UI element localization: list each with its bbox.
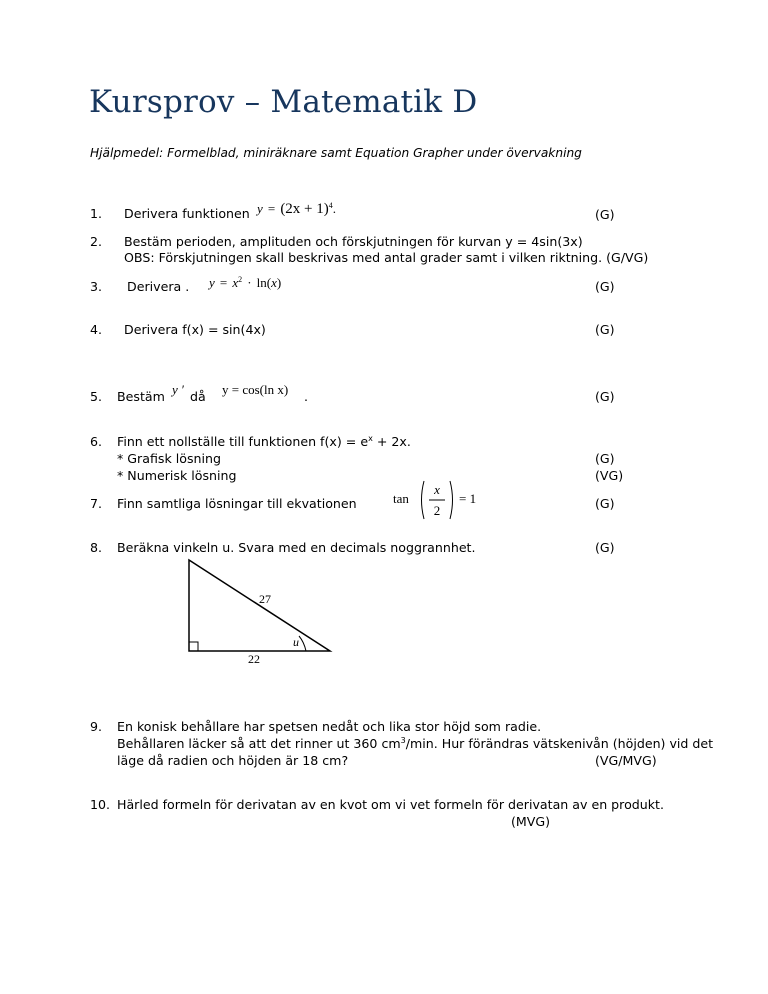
base-label: 22 — [248, 652, 260, 666]
question-number: 4. — [90, 322, 103, 337]
question-text: Derivera funktionen — [124, 206, 250, 221]
question-text-line2: Behållaren läcker så att det rinner ut 360 $cm^3/\min$. Hur förändras vätskenivån (höjden) vid det — [117, 736, 714, 751]
right-angle-marker — [189, 642, 198, 651]
grade-label: (G) — [595, 389, 615, 404]
grade-label: (VG) — [595, 468, 624, 483]
fraction-denominator: 2 — [433, 503, 441, 518]
question-text: Beräkna vinkeln u. Svara med en decimals noggrannhet. — [117, 540, 476, 555]
grade-label: (G) — [595, 279, 615, 294]
tan-function: tan — [393, 491, 409, 506]
formula: $y = x^2 \cdot \ln(x)$ — [209, 275, 282, 290]
formula: $y = (2x + 1)^4$. — [257, 201, 337, 217]
question-text: Derivera f(x) = sin(4x) — [124, 322, 266, 337]
question-text-line1: Bestäm perioden, amplituden och förskjutningen för kurvan y = 4sin(3x) — [124, 234, 583, 249]
right-triangle-figure — [180, 555, 340, 670]
question-number: 6. — [90, 434, 103, 449]
angle-label: u — [293, 635, 299, 649]
sub-item-graphic: * Grafisk lösning — [117, 451, 221, 466]
grade-label: (G) — [595, 451, 615, 466]
formula: y = cos(ln x) — [222, 382, 289, 397]
question-text-line3: läge då radien och höjden är 18 cm? — [117, 753, 349, 768]
fraction-numerator: x — [434, 482, 440, 497]
question-number: 9. — [90, 719, 103, 734]
angle-arc — [299, 636, 306, 651]
grade-label: (G) — [595, 496, 615, 511]
question-number: 7. — [90, 496, 103, 511]
subtitle: Hjälpmedel: Formelblad, miniräknare samt Equation Grapher under övervakning — [90, 146, 582, 160]
hypotenuse-label: 27 — [259, 592, 271, 606]
question-number: 5. — [90, 389, 103, 404]
sub-item-numeric: * Numerisk lösning — [117, 468, 237, 483]
question-number: 2. — [90, 234, 103, 249]
grade-label: (G) — [595, 322, 615, 337]
question-text: Finn samtliga lösningar till ekvationen — [117, 496, 357, 511]
grade-label: (MVG) — [511, 814, 551, 829]
grade-label: (G) — [595, 540, 615, 555]
grade-label: (G) — [595, 207, 615, 222]
question-text: Finn ett nollställe till funktionen $f(x) = e^x + 2x$. — [117, 434, 411, 449]
question-text-mid: då — [190, 389, 206, 404]
grade-label: (VG/MVG) — [595, 753, 657, 768]
question-number: 10. — [90, 797, 111, 812]
equation-rhs: = 1 — [459, 491, 477, 506]
question-number: 8. — [90, 540, 103, 555]
question-number: 1. — [90, 206, 103, 221]
tan-fraction — [417, 478, 457, 522]
question-text-line1: Härled formeln för derivatan av en kvot om vi vet formeln för derivatan av en produkt. — [117, 797, 664, 812]
question-text-line1: En konisk behållare har spetsen nedåt och lika stor höjd som radie. — [117, 719, 542, 734]
y-prime-formula: y ′ — [172, 382, 184, 397]
page-title: Kursprov – Matematik D — [89, 84, 478, 120]
question-text-end: . — [304, 389, 309, 404]
question-text: Bestäm — [117, 389, 165, 404]
question-text: Derivera . — [127, 279, 190, 294]
question-text-line2: OBS: Förskjutningen skall beskrivas med antal grader samt i vilken riktning. (G/VG) — [124, 250, 649, 265]
question-number: 3. — [90, 279, 103, 294]
